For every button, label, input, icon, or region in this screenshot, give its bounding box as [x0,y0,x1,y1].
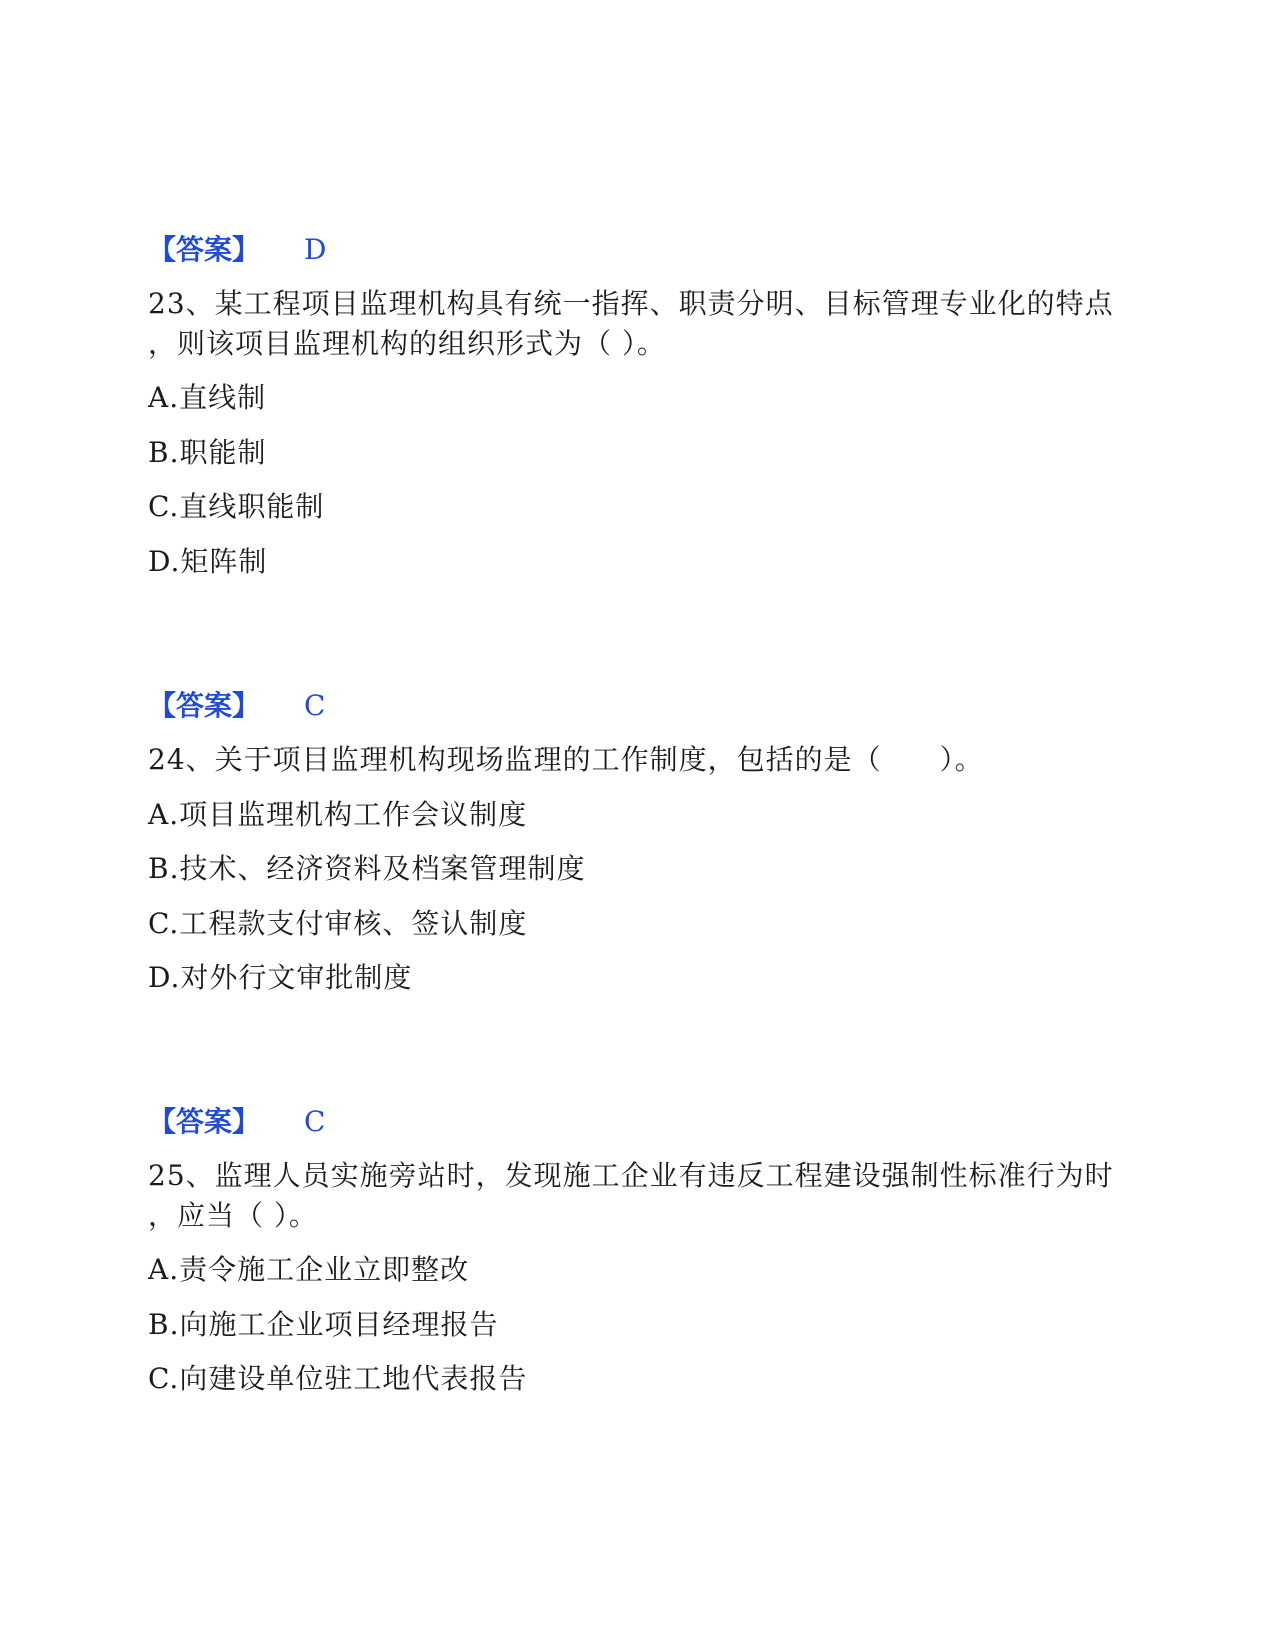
question-text: ，则该项目监理机构的组织形式为（ ）。 [148,327,666,360]
answer-row [148,688,325,724]
option-d: D.对外行文审批制度 [148,961,413,994]
option-c: C.直线职能制 [148,490,325,523]
option-a: A.责令施工企业立即整改 [148,1253,470,1286]
answer-label: 【答案】 [148,1105,261,1138]
option-b: B.职能制 [148,436,267,469]
option-b: B.向施工企业项目经理报告 [148,1308,499,1341]
option-c: C.向建设单位驻工地代表报告 [148,1362,528,1395]
answer-row [148,232,326,268]
option-c: C.工程款支付审核、签认制度 [148,907,528,940]
answer-label: 【答案】 [148,233,261,266]
question-text: 23、某工程项目监理机构具有统一指挥、职责分明、目标管理专业化的特点 [148,287,1114,320]
option-a: A.项目监理机构工作会议制度 [148,798,528,831]
answer-value: C [304,689,326,722]
option-b: B.技术、经济资料及档案管理制度 [148,852,586,885]
question-text: 24、关于项目监理机构现场监理的工作制度，包括的是（ ）。 [148,743,984,776]
question-text: 25、监理人员实施旁站时，发现施工企业有违反工程建设强制性标准行为时 [148,1159,1114,1192]
question-text: ，应当（ ）。 [148,1199,318,1232]
answer-row [148,1104,325,1140]
answer-value: C [304,1105,326,1138]
option-d: D.矩阵制 [148,545,268,578]
answer-value: D [304,233,327,266]
option-a: A.直线制 [148,381,267,414]
answer-label: 【答案】 [148,689,261,722]
